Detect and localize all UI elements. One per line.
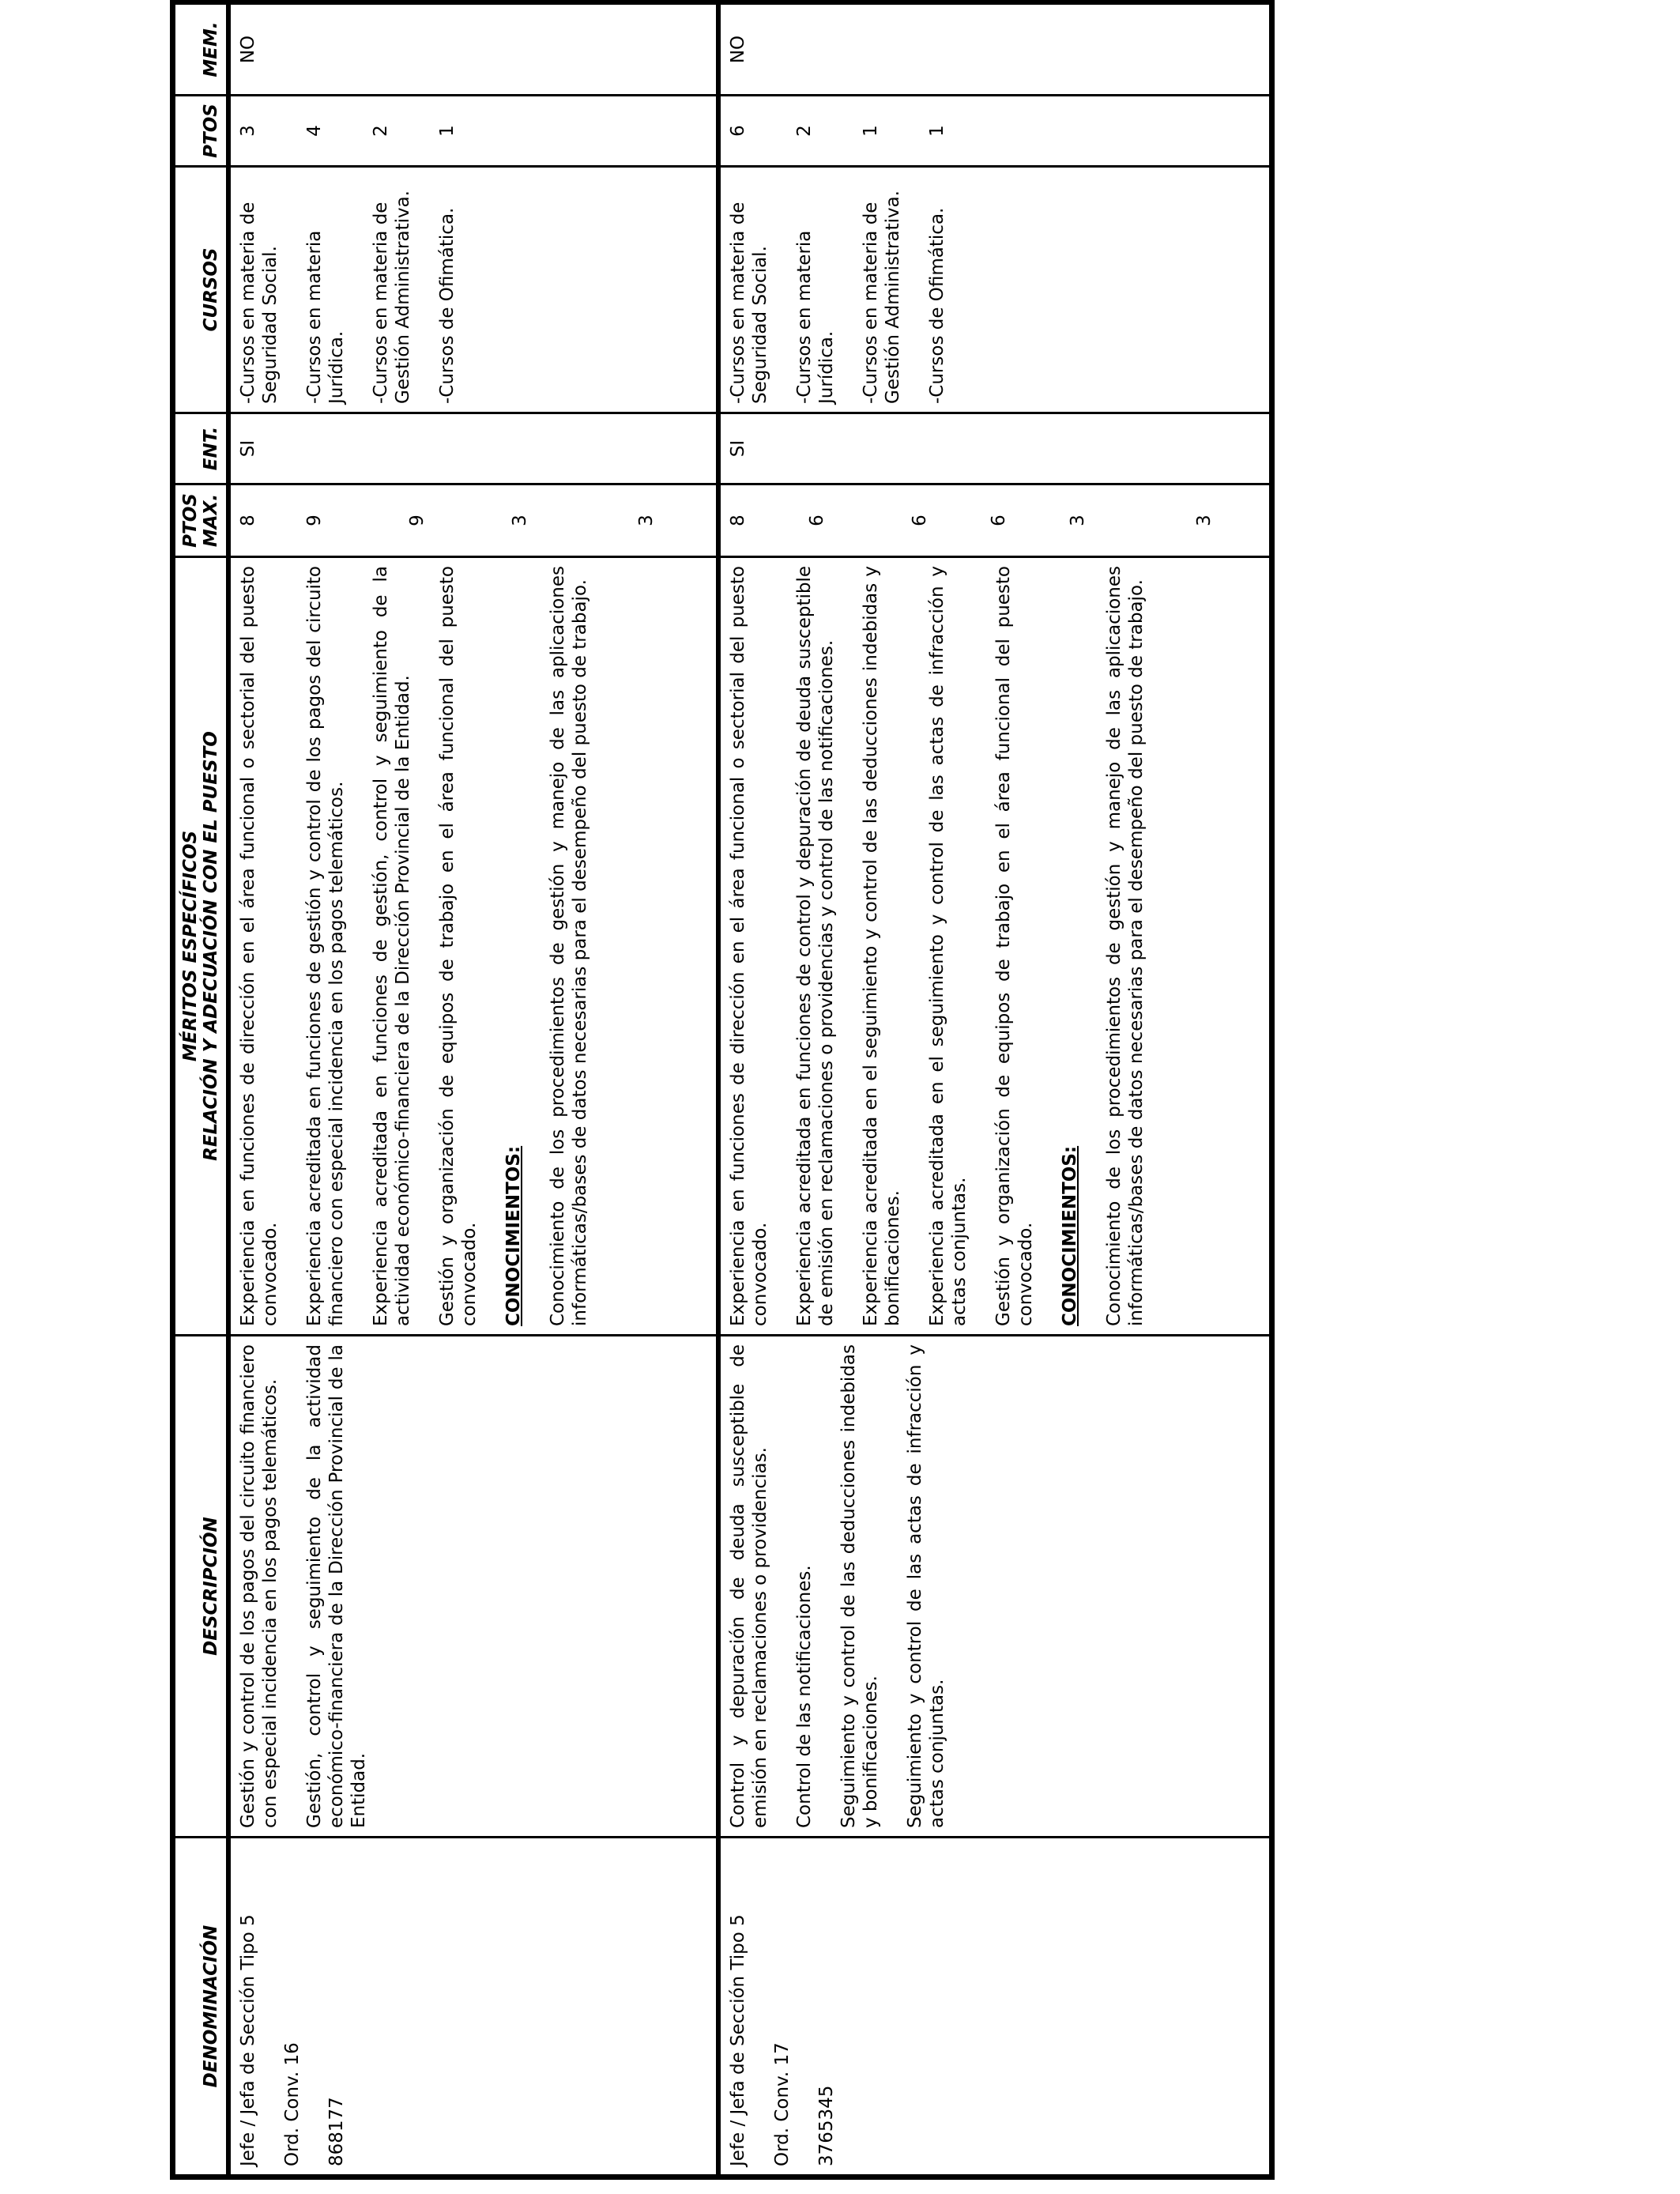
denominacion-code: 868177 (326, 2097, 347, 2166)
curso-item: -Cursos en materia Jurídica. (304, 230, 347, 404)
curso-item: -Cursos en materia de Gestión Administrativa. (861, 190, 903, 404)
merito-item: Experiencia acreditada en el seguimiento y control de las deducciones indebidas y bonificaciones. (861, 566, 903, 1326)
ptos-value: 2 (371, 125, 391, 137)
ent-value: SI (728, 439, 748, 458)
ptos-max-value: 9 (304, 515, 325, 526)
curso-item: -Cursos en materia de Seguridad Social. (728, 202, 770, 404)
table-row (718, 2, 1271, 2177)
denominacion-conv: Ord. Conv. 16 (282, 2042, 303, 2166)
denominacion-title: Jefe / Jefa de Sección Tipo 5 (728, 1914, 748, 2166)
ptos-max-value: 6 (989, 515, 1009, 526)
ptos-max-value: 3 (636, 515, 657, 526)
header-mem: MEM. (173, 2, 229, 96)
ptos-max-value: 3 (510, 515, 530, 526)
merits-table (170, 0, 1275, 2180)
denominacion-code: 3765345 (816, 2085, 837, 2166)
descripcion-item: Seguimiento y control de las actas de infracción y actas conjuntas. (905, 1344, 947, 1828)
merito-item: Conocimiento de los procedimientos de gestión y manejo de las aplicaciones informáticas/bases de datos necesarias para el desempeño del puesto de trabajo. (1104, 566, 1147, 1326)
descripcion-item: Seguimiento y control de las deducciones indebidas y bonificaciones. (838, 1344, 881, 1828)
merito-item: Gestión y organización de equipos de trabajo en el área funcional del puesto convocado. (437, 566, 480, 1326)
mem-cell (718, 2, 1271, 96)
ptos-max-value: 8 (238, 515, 258, 526)
merito-item: Experiencia acreditada en funciones de gestión, control y seguimiento de la actividad económico-financiera de la Dirección Provincial de la Entidad. (371, 566, 413, 1326)
mem-value: NO (728, 35, 748, 64)
merito-item: Experiencia acreditada en funciones de gestión y control de los pagos del circuito financiero con especial incidencia en los pagos telemáticos. (304, 566, 347, 1326)
meritos-cell (718, 557, 1271, 1336)
conocimientos-heading: CONOCIMIENTOS: (503, 1145, 524, 1326)
header-meritos (173, 557, 229, 1336)
header-row (173, 2, 229, 2177)
ptos-max-value: 3 (1194, 515, 1215, 526)
conocimientos-heading: CONOCIMIENTOS: (1060, 1145, 1080, 1326)
ptos-max-value: 9 (407, 515, 428, 526)
ptos-value: 4 (304, 125, 325, 137)
descripcion-item: Control y depuración de deuda susceptible de emisión en reclamaciones o providencias. (728, 1344, 770, 1828)
ptos-value: 3 (238, 125, 258, 137)
ptos-value: 2 (794, 125, 815, 137)
ptos-cell (228, 96, 718, 167)
ent-cell (718, 413, 1271, 484)
descripcion-cell (228, 1336, 718, 1838)
header-ptos-max-line2: MAX. (201, 493, 221, 548)
curso-item: -Cursos en materia de Gestión Administrativa. (371, 190, 413, 404)
merito-item: Conocimiento de los procedimientos de gestión y manejo de las aplicaciones informáticas/bases de datos necesarias para el desempeño del puesto de trabajo. (548, 566, 590, 1326)
merito-item: Gestión y organización de equipos de trabajo en el área funcional del puesto convocado. (993, 566, 1036, 1326)
ent-value: SI (238, 439, 258, 458)
header-denominacion: DENOMINACIÓN (173, 1838, 229, 2177)
merito-item: Experiencia acreditada en funciones de control y depuración de deuda susceptible de emisión en reclamaciones o providencias y control de las notificaciones. (794, 566, 837, 1326)
merito-item: Experiencia en funciones de dirección en el área funcional o sectorial del puesto convocado. (728, 566, 770, 1326)
mem-value: NO (238, 35, 258, 64)
curso-item: -Cursos en materia Jurídica. (794, 230, 837, 404)
merito-item: Experiencia en funciones de dirección en el área funcional o sectorial del puesto convocado. (238, 566, 281, 1326)
header-ptos-max (173, 484, 229, 557)
ptos-cell (718, 96, 1271, 167)
ptos-value: 1 (927, 125, 947, 137)
ptos-max-cell (228, 484, 718, 557)
ptos-max-value: 3 (1068, 515, 1088, 526)
denominacion-title: Jefe / Jefa de Sección Tipo 5 (238, 1914, 258, 2166)
curso-item: -Cursos en materia de Seguridad Social. (238, 202, 281, 404)
denominacion-conv: Ord. Conv. 17 (772, 2042, 793, 2166)
header-ent: ENT. (173, 413, 229, 484)
descripcion-cell (718, 1336, 1271, 1838)
denominacion-cell (228, 1838, 718, 2177)
ptos-max-value: 6 (807, 515, 827, 526)
header-ptos: PTOS (173, 96, 229, 167)
descripcion-item: Gestión y control de los pagos del circuito financiero con especial incidencia en los pagos telemáticos. (238, 1344, 281, 1828)
ptos-value: 1 (437, 125, 458, 137)
ent-cell (228, 413, 718, 484)
header-meritos-line1: MÉRITOS ESPECÍFICOS (180, 830, 201, 1062)
merito-item: Experiencia acreditada en el seguimiento y control de las actas de infracción y actas conjuntas. (927, 566, 970, 1326)
header-cursos: CURSOS (173, 167, 229, 413)
denominacion-cell (718, 1838, 1271, 2177)
ptos-value: 6 (728, 125, 748, 137)
curso-item: -Cursos de Ofimática. (437, 207, 458, 404)
meritos-cell (228, 557, 718, 1336)
curso-item: -Cursos de Ofimática. (927, 207, 947, 404)
header-descripcion: DESCRIPCIÓN (173, 1336, 229, 1838)
ptos-max-cell (718, 484, 1271, 557)
ptos-max-value: 6 (910, 515, 930, 526)
header-meritos-line2: RELACIÓN Y ADECUACIÓN CON EL PUESTO (201, 731, 221, 1161)
cursos-cell (228, 167, 718, 413)
header-ptos-max-line1: PTOS (180, 493, 201, 548)
descripcion-item: Gestión, control y seguimiento de la actividad económico-financiera de la Dirección Provincial de la Entidad. (304, 1344, 369, 1828)
descripcion-item: Control de las notificaciones. (794, 1565, 815, 1828)
ptos-max-value: 8 (728, 515, 748, 526)
table-row (228, 2, 718, 2177)
mem-cell (228, 2, 718, 96)
ptos-value: 1 (861, 125, 881, 137)
cursos-cell (718, 167, 1271, 413)
